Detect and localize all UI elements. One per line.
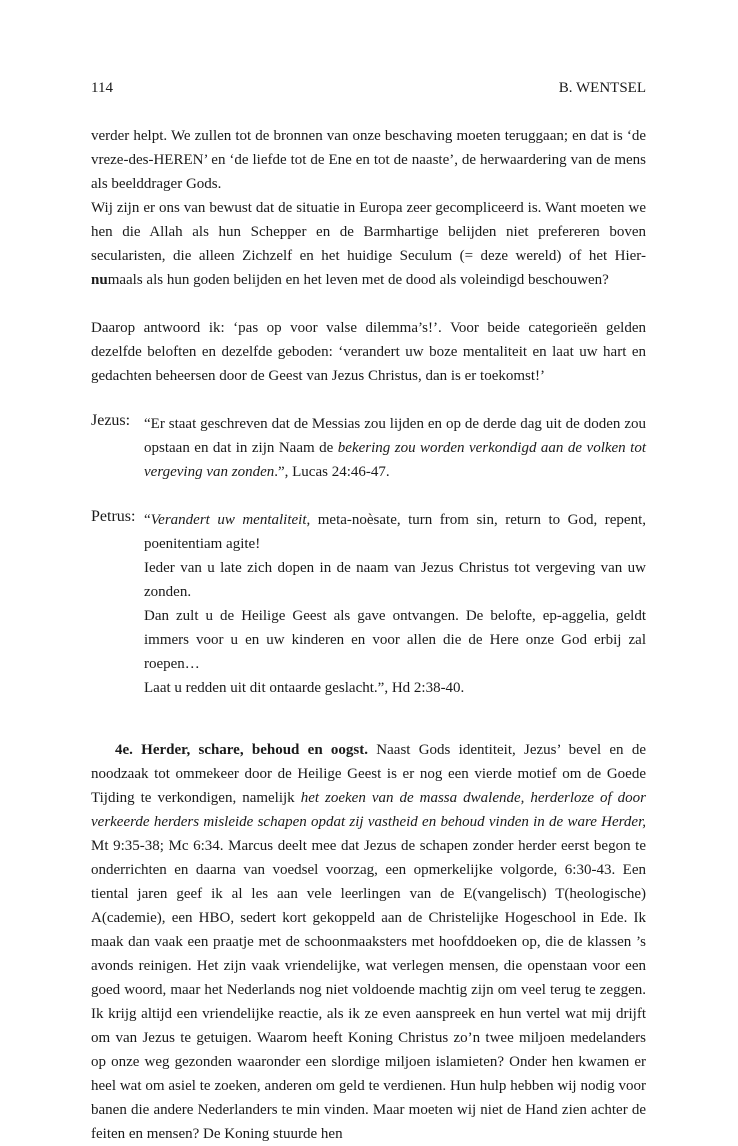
- book-page: [91, 76, 646, 1146]
- section-4e-italic: het zoeken van de massa dwalende, herderloze of door verkeerde herders misleide schapen opdat zij vastheid en behoud vinden in de ware Herder,: [91, 790, 646, 830]
- section-4e-end: Mt 9:35-38; Mc 6:34. Marcus deelt mee dat Jezus de schapen zonder herder eerst begon te onderrichten en daarna van voedsel voorzag, een opmerkelijke volgorde, 6:30-43. Een tiental jaren geef ik al les aan vele leerlingen van de E(vangelisch) T(heologische) A(cademie), een HBO, sedert kort gekoppeld aan de Christelijke Hogeschool in Ede. Ik maak dan vaak een praatje met de schoonmaaksters met hoofddoeken op, die de klassen ’s avonds reinigen. Het zijn vaak vriendelijke, wat verlegen mensen, die openstaan voor een goed woord, maar het Nederlands nog niet voldoende machtig zijn om veel terug te zeggen. Ik krijg altijd een vriendelijke reactie, als ik ze even aanspreek en hun vertel wat mij drijft om van Jezus te getuigen. Waarom heeft Koning Christus zo’n twee miljoen medelanders op onze weg gezonden waaronder een slordige miljoen islamieten? Onder hen kwamen er heel wat om asiel te zoeken, anderen om geld te verdienen. Hun hulp hebben wij nodig voor banen die andere Nederlanders te min vinden. Maar moeten wij niet de Hand zien achter de feiten en mensen? De Koning stuurde hen: [91, 838, 646, 1142]
- petrus-line-1-rest: , meta-noèsate, turn from sin, return to God, repent, poenitentiam agite!: [144, 512, 646, 552]
- paragraph-1a: verder helpt. We zullen tot de bronnen van onze beschaving moeten teruggaan; en dat is ‘de vreze-des-HEREN’ en ‘de liefde tot de Ene en tot de naaste’, de herwaardering van de mens als beelddrager Gods.: [91, 128, 646, 192]
- page-number: 114: [91, 80, 113, 96]
- petrus-open-quote: “: [144, 512, 151, 528]
- running-title: B. WENTSEL: [558, 80, 646, 96]
- petrus-line-1: [144, 508, 646, 556]
- quote-jezus-end: .”, Lucas 24:46-47.: [274, 464, 390, 480]
- quote-jezus-italic: bekering zou worden verkondigd aan de volken tot vergeving van zonden: [144, 440, 646, 480]
- quote-petrus: [91, 508, 646, 700]
- running-header: [91, 76, 646, 100]
- quote-jezus-start: “Er staat geschreven dat de Messias zou lijden en op de derde dag uit de doden zou opstaan en dat in zijn Naam de: [144, 416, 646, 456]
- quote-jezus: [91, 412, 646, 484]
- section-4e-start: Naast Gods identiteit, Jezus’ bevel en de noodzaak tot ommekeer door de Heilige Geest is er nog een vierde motief om de Goede Tijding te verkondigen, namelijk: [91, 742, 646, 806]
- bold-nu: nu: [91, 272, 108, 288]
- paragraph-2: Daarop antwoord ik: ‘pas op voor valse dilemma’s!’. Voor beide categorieën gelden dezelfde beloften en dezelfde geboden: ‘verandert uw boze mentaliteit en laat uw hart en gedachten beheersen door de Geest van Jezus Christus, dan is er toekomst!’: [91, 320, 646, 384]
- petrus-line-4: Laat u redden uit dit ontaarde geslacht.”, Hd 2:38-40.: [144, 680, 465, 696]
- paragraph-1b: [91, 196, 646, 292]
- speaker-jezus: Jezus:: [91, 412, 131, 429]
- paragraph-1b-text: Wij zijn er ons van bewust dat de situatie in Europa zeer gecompliceerd is. Want moeten we hen die Allah als hun Schepper en de Barmhartige belijden niet prefereren boven secularisten, die alleen Zichzelf en het huidige Seculum (= deze wereld) of het Hier-: [91, 200, 646, 264]
- speaker-petrus: Petrus:: [91, 508, 136, 525]
- paragraph-1b-end: maals als hun goden belijden en het leven met de dood als voleindigd beschouwen?: [107, 272, 609, 288]
- quote-jezus-text: [144, 412, 646, 484]
- section-4e-paragraph: [91, 738, 646, 1146]
- petrus-line-2: Ieder van u late zich dopen in de naam van Jezus Christus tot vergeving van uw zonden.: [144, 560, 646, 600]
- petrus-italic: Verandert uw mentaliteit: [150, 512, 307, 528]
- section-4e-heading: 4e. Herder, schare, behoud en oogst.: [115, 742, 369, 758]
- petrus-line-3: Dan zult u de Heilige Geest als gave ontvangen. De belofte, ep-aggelia, geldt immers voor u en uw kinderen en voor allen die de Here onze God erbij zal roepen…: [144, 608, 646, 672]
